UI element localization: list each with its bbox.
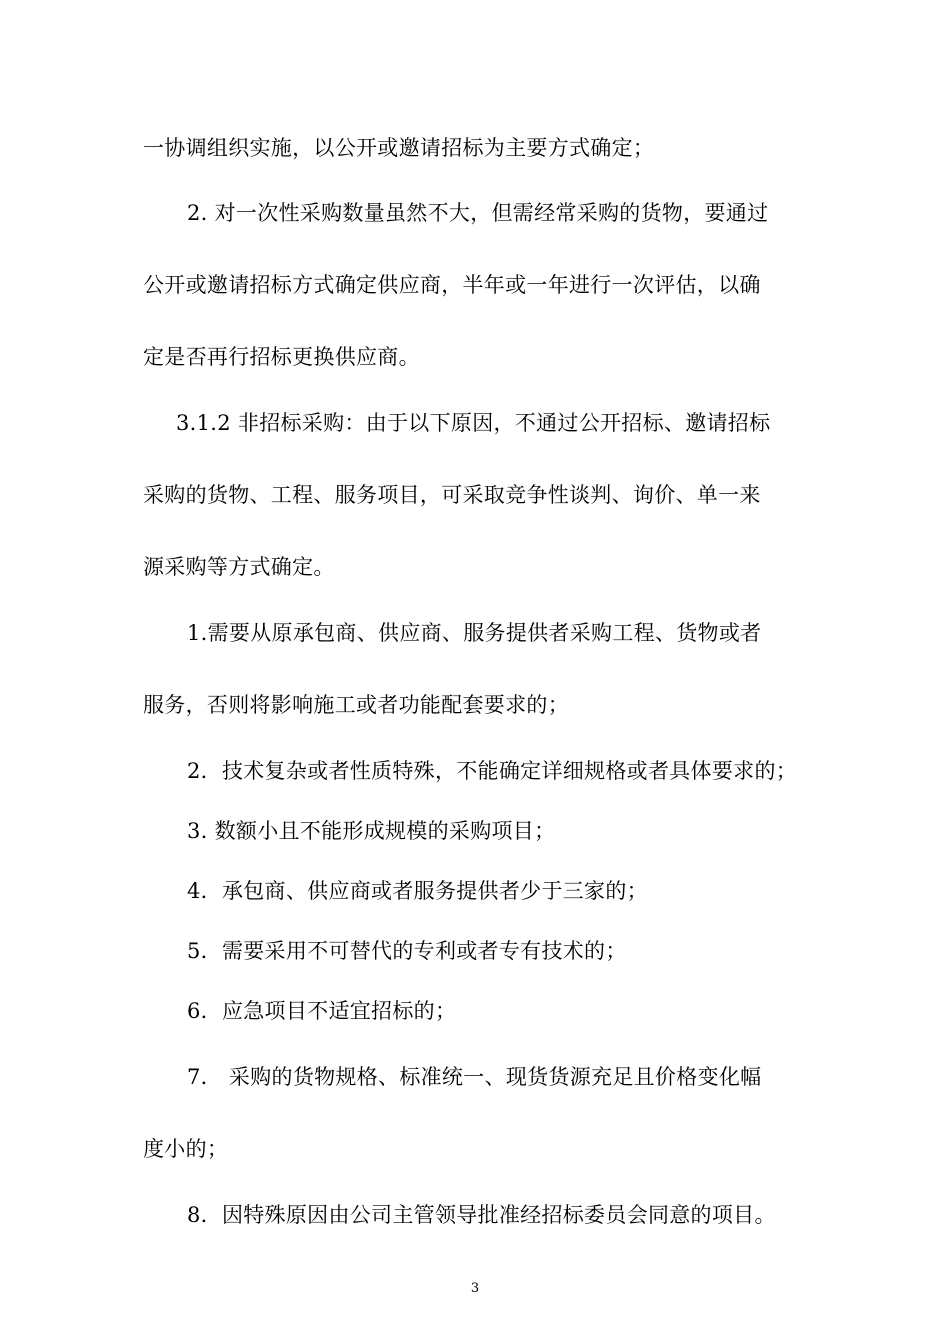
text-line: 8．因特殊原因由公司主管领导批准经招标委员会同意的项目。: [187, 1203, 776, 1227]
text-line: 4．承包商、供应商或者服务提供者少于三家的；: [187, 879, 648, 903]
text-line: 3.1.2 非招标采购：由于以下原因，不通过公开招标、邀请招标: [176, 411, 771, 435]
text-line: 3. 数额小且不能形成规模的采购项目；: [187, 819, 556, 843]
text-line: 1.需要从原承包商、供应商、服务提供者采购工程、货物或者: [187, 621, 762, 645]
text-line: 源采购等方式确定。: [143, 555, 335, 579]
text-line: 7． 采购的货物规格、标准统一、现货货源充足且价格变化幅: [187, 1065, 762, 1089]
text-line: 6．应急项目不适宜招标的；: [187, 999, 457, 1023]
text-line: 采购的货物、工程、服务项目，可采取竞争性谈判、询价、单一来: [143, 483, 761, 507]
text-line: 2．技术复杂或者性质特殊，不能确定详细规格或者具体要求的；: [187, 759, 798, 783]
text-line: 2. 对一次性采购数量虽然不大，但需经常采购的货物，要通过: [187, 201, 769, 225]
text-line: 服务，否则将影响施工或者功能配套要求的；: [143, 693, 569, 717]
text-line: 定是否再行招标更换供应商。: [143, 345, 420, 369]
page-number: 3: [470, 1281, 480, 1296]
text-line: 度小的；: [143, 1137, 229, 1161]
text-line: 公开或邀请招标方式确定供应商，半年或一年进行一次评估，以确: [143, 273, 761, 297]
text-line: 一协调组织实施，以公开或邀请招标为主要方式确定；: [143, 136, 655, 160]
text-line: 5．需要采用不可替代的专利或者专有技术的；: [187, 939, 627, 963]
